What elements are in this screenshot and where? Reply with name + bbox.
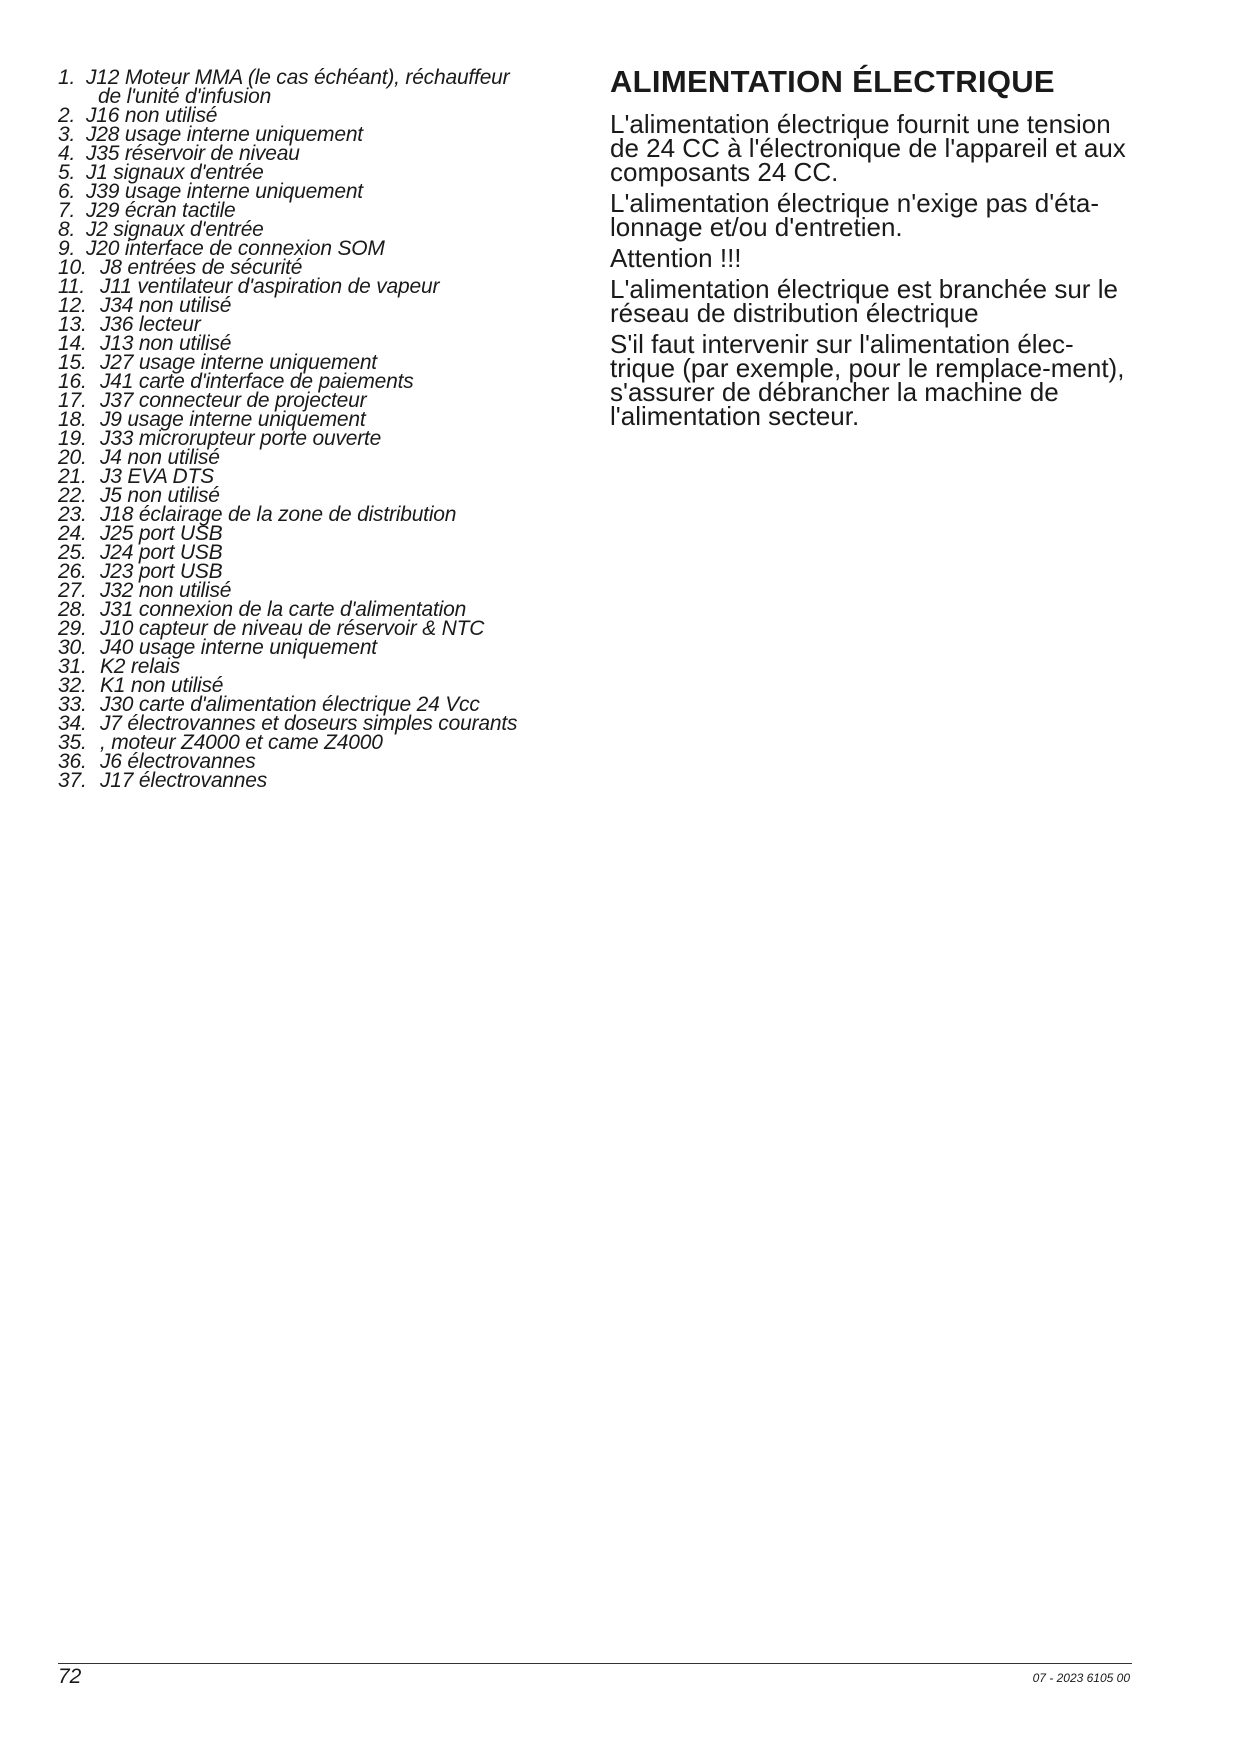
list-item-number: 33. — [58, 693, 87, 716]
list-item-text: J31 connexion de la carte d'alimentation — [100, 598, 467, 621]
list-item-text: J41 carte d'interface de paiements — [100, 370, 414, 393]
list-item-number: 29. — [58, 617, 87, 640]
list-item-number: 19. — [58, 427, 87, 450]
list-item-number: 3. — [58, 123, 76, 146]
list-item-number: 22. — [58, 484, 87, 507]
document-reference: 07 - 2023 6105 00 — [1032, 1671, 1130, 1685]
list-item-number: 30. — [58, 636, 87, 659]
section-paragraph: S'il faut intervenir sur l'alimentation élec-trique (par exemple, pour le remplace-ment), s'assurer de débrancher la machine de l'alimentation secteur. — [610, 329, 1125, 431]
list-item-text: J6 électrovannes — [100, 750, 256, 773]
list-item-text: J34 non utilisé — [100, 294, 232, 317]
list-item-number: 20. — [58, 446, 87, 469]
list-item-number: 10. — [58, 256, 87, 279]
list-item-text: J33 microrupteur porte ouverte — [100, 427, 382, 450]
list-item-number: 5. — [58, 161, 76, 184]
list-item-text: J20 interface de connexion SOM — [86, 237, 385, 260]
list-item-text: J10 capteur de niveau de réservoir & NTC — [100, 617, 485, 640]
page-number: 72 — [58, 1665, 82, 1688]
list-item-text: K1 non utilisé — [100, 674, 224, 697]
list-item-text: J25 port USB — [100, 522, 223, 545]
list-item-text: J4 non utilisé — [100, 446, 220, 469]
list-item-text: J18 éclairage de la zone de distribution — [100, 503, 457, 526]
list-item-number: 15. — [58, 351, 87, 374]
list-item-text: J35 réservoir de niveau — [86, 142, 300, 165]
list-item-number: 27. — [58, 579, 87, 602]
list-item-number: 11. — [58, 275, 86, 298]
list-item-number: 32. — [58, 674, 87, 697]
list-item-number: 35. — [58, 731, 87, 754]
list-item-number: 31. — [58, 655, 87, 678]
list-item-text: J3 EVA DTS — [100, 465, 214, 488]
list-item-number: 2. — [58, 104, 76, 127]
section-paragraph: L'alimentation électrique est branchée sur le réseau de distribution électrique — [610, 274, 1118, 328]
list-item-number: 7. — [58, 199, 76, 222]
list-item-text: J13 non utilisé — [100, 332, 232, 355]
list-item-number: 23. — [58, 503, 87, 526]
list-item-number: 1. — [58, 66, 76, 89]
list-item-number: 18. — [58, 408, 87, 431]
power-supply-section — [610, 64, 1130, 435]
list-item-text: J2 signaux d'entrée — [86, 218, 264, 241]
list-item-text: J27 usage interne uniquement — [100, 351, 377, 374]
section-title: ALIMENTATION ÉLECTRIQUE — [610, 64, 1055, 99]
list-item-number: 9. — [58, 237, 76, 260]
parts-list — [58, 68, 578, 790]
list-item-text: J28 usage interne uniquement — [86, 123, 363, 146]
list-item-number: 21. — [58, 465, 87, 488]
section-paragraph: L'alimentation électrique n'exige pas d'éta-lonnage et/ou d'entretien. — [610, 188, 1099, 242]
parts-list-column — [58, 68, 578, 790]
list-item-text: J8 entrées de sécurité — [100, 256, 303, 279]
list-item-continuation: de l'unité d'infusion — [98, 85, 272, 108]
list-item-number: 12. — [58, 294, 87, 317]
list-item-number: 8. — [58, 218, 76, 241]
list-item-text: J11 ventilateur d'aspiration de vapeur — [100, 275, 440, 298]
list-item — [58, 68, 578, 106]
list-item-text: J16 non utilisé — [86, 104, 218, 127]
list-item-number: 13. — [58, 313, 87, 336]
list-item-number: 6. — [58, 180, 76, 203]
list-item-text: J1 signaux d'entrée — [86, 161, 264, 184]
section-paragraph: Attention !!! — [610, 243, 742, 273]
list-item-text: J5 non utilisé — [100, 484, 220, 507]
list-item-number: 16. — [58, 370, 87, 393]
list-item-text: J30 carte d'alimentation électrique 24 Vcc — [100, 693, 480, 716]
list-item-number: 4. — [58, 142, 76, 165]
list-item-text: J17 électrovannes — [100, 769, 268, 792]
list-item-text: J37 connecteur de projecteur — [100, 389, 367, 412]
list-item-number: 26. — [58, 560, 87, 583]
list-item-text: J23 port USB — [100, 560, 223, 583]
list-item-text: J12 Moteur MMA (le cas échéant), réchauffeur — [86, 66, 510, 89]
list-item-text: J9 usage interne uniquement — [100, 408, 366, 431]
footer-divider — [58, 1663, 1132, 1664]
list-item — [58, 771, 578, 790]
list-item-text: J39 usage interne uniquement — [86, 180, 363, 203]
list-item-number: 24. — [58, 522, 87, 545]
list-item-text: J40 usage interne uniquement — [100, 636, 377, 659]
list-item-number: 28. — [58, 598, 87, 621]
list-item-text: J7 électrovannes et doseurs simples courants — [100, 712, 518, 735]
list-item-text: J32 non utilisé — [100, 579, 232, 602]
list-item-number: 14. — [58, 332, 87, 355]
list-item-text: J29 écran tactile — [86, 199, 236, 222]
list-item-number: 34. — [58, 712, 87, 735]
list-item-text: J36 lecteur — [100, 313, 201, 336]
list-item-number: 25. — [58, 541, 87, 564]
section-paragraph: L'alimentation électrique fournit une tension de 24 CC à l'électronique de l'appareil et aux composants 24 CC. — [610, 109, 1126, 187]
list-item-number: 17. — [58, 389, 87, 412]
list-item-text: K2 relais — [100, 655, 180, 678]
list-item-text: , moteur Z4000 et came Z4000 — [100, 731, 383, 754]
list-item-number: 36. — [58, 750, 87, 773]
list-item-text: J24 port USB — [100, 541, 223, 564]
list-item-number: 37. — [58, 769, 87, 792]
